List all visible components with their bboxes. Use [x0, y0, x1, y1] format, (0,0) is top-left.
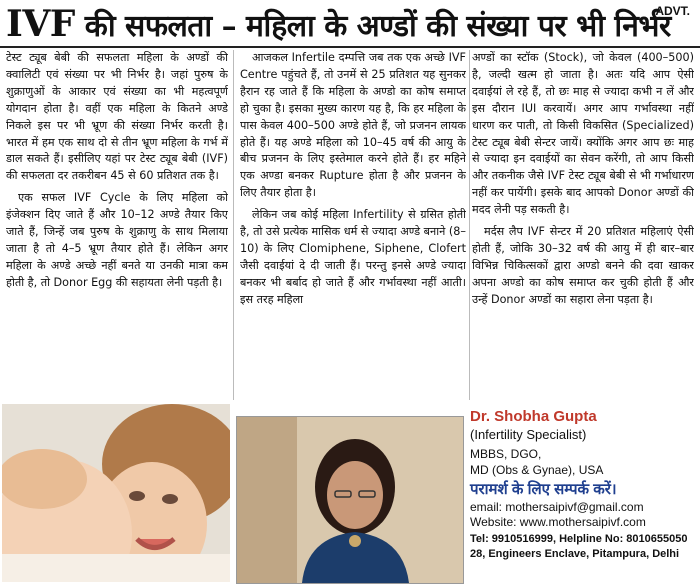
mother-baby-illustration — [2, 404, 230, 582]
col3-paragraph-2: मर्दस लैप IVF सेन्टर में 20 प्रतिशत महिलाएं ऐसी होती हैं, जोकि 30–32 वर्ष की आयु में ही बार–बार विभिन्न चिकित्सकों द्वारा अण्डो बनने की दवा खाकर अपना अण्डो का कोष समाप्त कर चुकी होती हैं और उन्हें Donor अण्डों का सहारा लेना पड़ता है। — [472, 225, 694, 306]
advt-label: ADVT. — [655, 4, 690, 18]
doctor-degree-line-1: MBBS, DGO, — [470, 447, 542, 461]
col3-paragraph-1: अण्डों का स्टॉक (Stock), जो केवल (400–500) है, जल्दी खत्म हो जाता है। अतः यदि आप ऐसी दवाईयां ले रहे हैं, तो छः माह से ज्यादा कभी न लें और इस दौरान IUI करवायें। अगर आप गर्भावस्था नहीं धारण कर पाती, तो किसी विकसित (Specialized) टेस्ट ट्यूब बेबी सेन्टर जायें। क्योंकि अगर आप छः माह से ज्यादा इन दवाईयों का सेवन करेंगी, तो आप किसी और तकनीक जैसे IVF टेस्ट ट्यूब बेबी से भी गर्भाधारण नहीं कर पायेंगी। इसके बाद आपको Donor अण्डों की मदद लेनी पड़ सकती है। — [472, 51, 694, 217]
article-column-3 — [472, 50, 694, 402]
article-column-1 — [6, 50, 228, 402]
doctor-name: Dr. Shobha Gupta — [470, 408, 597, 425]
doctor-contact-card — [470, 408, 698, 584]
column-divider — [233, 50, 234, 400]
doctor-degree-line-2: MD (Obs & Gynae), USA — [470, 463, 604, 477]
email-link[interactable]: email: mothersaipivf@gmail.com — [470, 500, 644, 514]
headline-rule — [0, 46, 700, 48]
clinic-address: 28, Engineers Enclave, Pitampura, Delhi — [470, 548, 680, 560]
headline — [6, 2, 671, 46]
column-divider — [469, 50, 470, 400]
col1-paragraph-2: एक सफल IVF Cycle के लिए महिला को इंजेक्शन दिए जाते हैं और 10–12 अण्डे तैयार किए जाते हैं, जिन्हें जब पुरुष के शुक्राणु के साथ मिलाया जाता है तो 4–5 भ्रूण तैयार होते हैं। लेकिन अगर महिला के अण्डे अच्छे नहीं बनते या उनकी मात्रा कम होती है, तो Donor Egg की सहायता लेनी पड़ती है। — [6, 191, 228, 289]
website-link[interactable]: Website: www.mothersaipivf.com — [470, 515, 646, 529]
headline-ivf: IVF — [6, 3, 75, 45]
col2-paragraph-1: आजकल Infertile दम्पत्ति जब तक एक अच्छे IVF Centre पहुंचते हैं, तो उनमें से 25 प्रतिशत यह सुनकर हैरान रह जाते हैं कि महिला के अण्डो का कोष समाप्त हो चुका है। इसका मुख्य कारण यह है, कि हर महिला के पास केवल 400–500 अण्डे होते हैं, जो प्रजनन लायक होते हैं। यह अण्डे महिला को 10–45 वर्ष की आयु के बीच प्रजनन के लिए इस्तेमाल करने होते हैं। हर महिने एक अण्डा बनकर Rupture होता है और प्रजनन के लिए तैयार होता है। — [240, 51, 466, 200]
consult-callout: परामर्श के लिए सम्पर्क करें। — [470, 481, 617, 498]
doctor-photo — [236, 416, 464, 584]
phone-numbers[interactable]: Tel: 9910516999, Helpline No: 8010655050 — [470, 533, 688, 545]
article-column-2 — [240, 50, 466, 395]
doctor-specialty: (Infertility Specialist) — [470, 427, 587, 442]
doctor-portrait — [237, 417, 463, 583]
col1-paragraph-1: टेस्ट ट्यूब बेबी की सफलता महिला के अण्डों की क्वालिटी एवं संख्या पर भी निर्भर है। जहां पुरुष के शुक्राणुओं के आकार एवं संख्या का भी महत्वपूर्ण योगदान होता है। वहीं एक महिला के कितने अण्डे निकले इस पर भी भ्रूण की संख्या निर्भर करती है। भारत में हम एक साथ दो से तीन भ्रूण महिला के गर्भ में डाल सकते हैं। इसीलिए यहां पर टेस्ट ट्यूब बेबी (IVF) की सफलता दर तकरीबन 45 से 60 प्रतिशत तक है। — [6, 51, 228, 183]
mother-baby-photo — [2, 404, 230, 582]
headline-text: की सफलता – महिला के अण्डों की संख्या पर भी निर्भर — [84, 9, 671, 44]
col2-paragraph-2: लेकिन जब कोई महिला Infertility से ग्रसित होती है, तो उसे प्रत्येक मासिक धर्म से ज्यादा अण्डे बनाने (8–10) के लिए Clomiphene, Siphene, Clofert जैसी दवाईयां दे दी जाती हैं। परन्तु इनसे अण्डे ज्यादा बनकर भी बर्बाद हो जाते हैं और गर्भावस्था नहीं आती। इस तरह महिला — [240, 208, 466, 306]
